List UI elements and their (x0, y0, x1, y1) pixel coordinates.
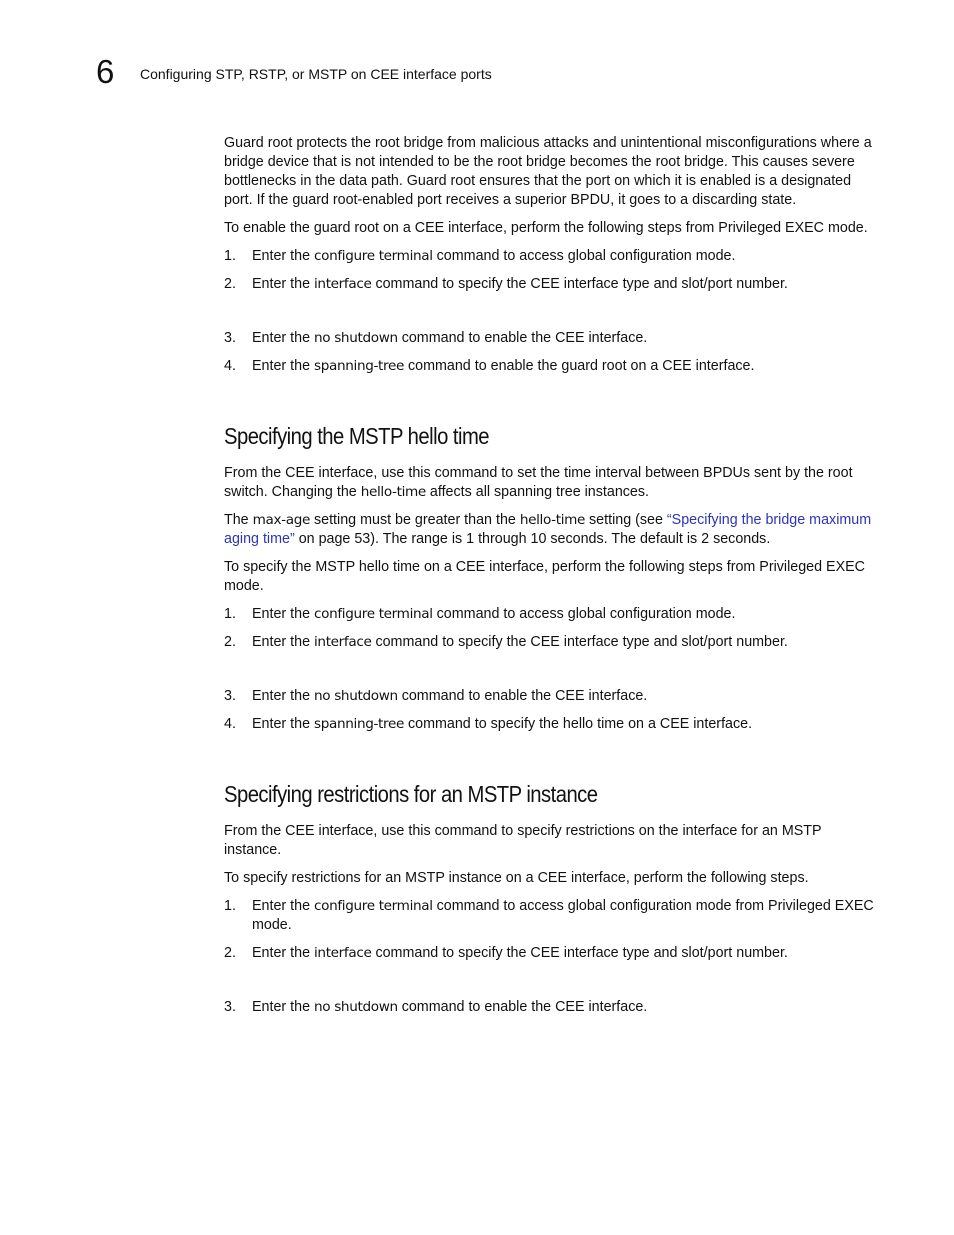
command-name: spanning-tree (314, 716, 404, 732)
step-number: 2. (224, 634, 236, 650)
hello-range-paragraph (224, 511, 874, 549)
guard-root-steps (224, 247, 874, 376)
step-item (224, 944, 874, 963)
intro-paragraph: Guard root protects the root bridge from malicious attacks and unintentional misconfigurations where a bridge device that is not intended to be the root bridge becomes the root bridge. This causes severe bottlenecks in the data path. Guard root ensures that the port on which it is enabled is a designated port. If the guard root-enabled port receives a superior BPDU, it goes to a discarding state. (224, 135, 872, 208)
section-heading: Specifying the MSTP hello time (224, 423, 490, 449)
step-text: command to specify the CEE interface type and slot/port number. (371, 945, 788, 961)
section-restrictions (224, 780, 874, 1017)
step-number: 1. (224, 248, 236, 264)
cross-reference-link[interactable]: “Specifying the bridge maximum aging time” (224, 512, 872, 547)
step-number: 3. (224, 330, 236, 346)
step-text: command to specify the CEE interface type and slot/port number. (371, 634, 788, 650)
step-text: Enter the (252, 248, 314, 264)
section-heading: Specifying restrictions for an MSTP instance (224, 781, 598, 807)
command-name: configure terminal (314, 606, 433, 622)
step-text: Enter the (252, 634, 314, 650)
command-name: no shutdown (314, 999, 398, 1015)
page-content (224, 134, 874, 1026)
step-text: Enter the (252, 358, 314, 374)
chapter-number: 6 (96, 53, 115, 90)
section-hello-time (224, 422, 874, 734)
hello-paragraph (224, 464, 874, 502)
paragraph-text: affects all spanning tree instances. (425, 484, 649, 500)
step-text: command to specify the hello time on a CEE interface. (404, 716, 753, 732)
step-text: command to access global configuration mode. (432, 606, 736, 622)
step-text: Enter the (252, 898, 314, 914)
command-name: interface (314, 945, 372, 961)
restriction-steps (224, 897, 874, 1017)
step-item (224, 247, 874, 266)
step-text: Enter the (252, 945, 314, 961)
running-title: Configuring STP, RSTP, or MSTP on CEE interface ports (140, 66, 492, 82)
step-item (224, 633, 874, 652)
step-number: 4. (224, 716, 236, 732)
step-item (224, 687, 874, 706)
page-header (96, 54, 916, 94)
step-text: command to specify the CEE interface type and slot/port number. (371, 276, 788, 292)
step-number: 1. (224, 898, 236, 914)
step-item (224, 357, 874, 376)
step-number: 1. (224, 606, 236, 622)
command-name: hello-time (360, 484, 426, 500)
step-text: command to enable the CEE interface. (397, 688, 648, 704)
step-text: Enter the (252, 330, 314, 346)
step-text: Enter the (252, 688, 314, 704)
command-name: no shutdown (314, 330, 398, 346)
step-text: command to enable the guard root on a CEE interface. (404, 358, 755, 374)
step-number: 3. (224, 688, 236, 704)
step-item (224, 715, 874, 734)
command-name: no shutdown (314, 688, 398, 704)
step-number: 4. (224, 358, 236, 374)
command-name: interface (314, 634, 372, 650)
step-number: 2. (224, 276, 236, 292)
command-name: interface (314, 276, 372, 292)
paragraph-text: The (224, 512, 253, 528)
paragraph-text: on page 53). The range is 1 through 10 seconds. The default is 2 seconds. (294, 531, 771, 547)
step-text: Enter the (252, 606, 314, 622)
step-item (224, 275, 874, 294)
step-item (224, 329, 874, 348)
restrict-paragraph: From the CEE interface, use this command to specify restrictions on the interface for an MSTP instance. (224, 823, 822, 858)
step-item (224, 897, 874, 935)
intro-instruction: To enable the guard root on a CEE interface, perform the following steps from Privileged EXEC mode. (224, 220, 868, 236)
step-text: command to enable the CEE interface. (397, 999, 648, 1015)
step-text: Enter the (252, 999, 314, 1015)
step-number: 3. (224, 999, 236, 1015)
step-text: command to access global configuration mode from Privileged EXEC mode. (252, 898, 874, 933)
command-name: spanning-tree (314, 358, 404, 374)
step-text: Enter the (252, 716, 314, 732)
command-name: configure terminal (314, 898, 433, 914)
step-number: 2. (224, 945, 236, 961)
step-text: Enter the (252, 276, 314, 292)
step-text: command to enable the CEE interface. (397, 330, 648, 346)
paragraph-text: setting must be greater than the (310, 512, 520, 528)
step-item (224, 605, 874, 624)
hello-instruction: To specify the MSTP hello time on a CEE interface, perform the following steps from Privileged EXEC mode. (224, 559, 865, 594)
command-name: configure terminal (314, 248, 433, 264)
command-name: hello-time (519, 512, 586, 528)
paragraph-text: From the CEE interface, use this command to set the time interval between BPDUs sent by the root switch. Changing the (224, 465, 853, 500)
paragraph-text: setting (see (585, 512, 667, 528)
command-name: max-age (252, 512, 311, 528)
restrict-instruction: To specify restrictions for an MSTP instance on a CEE interface, perform the following steps. (224, 870, 809, 886)
step-item (224, 998, 874, 1017)
hello-time-steps (224, 605, 874, 734)
step-text: command to access global configuration mode. (432, 248, 736, 264)
